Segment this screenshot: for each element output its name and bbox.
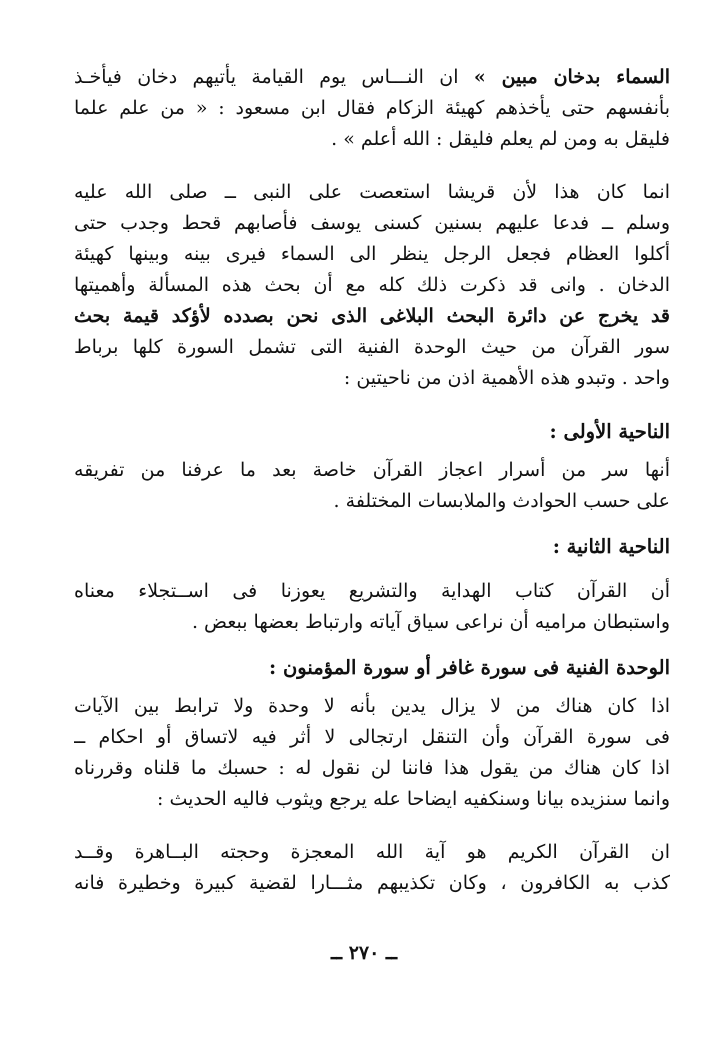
text-line: واستبطان مراميه أن نراعى سياق آياته وارتباط بعضها ببعض .: [191, 611, 670, 633]
text-line: على حسب الحوادث والملابسات المختلفة .: [333, 490, 670, 512]
text-line: فى سورة القرآن وأن التنقل ارتجالى لا أثر فيه لاتساق أو احكام ــ: [74, 726, 670, 748]
text-line: اذا كان هناك من لا يزال يدين بأنه لا وحدة ولا ترابط بين الآيات: [74, 695, 670, 717]
text-run: ان النـــاس يوم القيامة يأتيهم دخان فيأخـذ: [74, 66, 474, 88]
section-heading-first-aspect: الناحية الأولى :: [549, 420, 670, 443]
text-line: وسلم ــ فدعا عليهم بسنين كسنى يوسف فأصابهم قحط وجدب حتى: [74, 212, 670, 234]
paragraph-1: [74, 62, 670, 155]
section-heading-artistic-unity: الوحدة الفنية فى سورة غافر أو سورة المؤمنون :: [268, 656, 670, 679]
text-line: أكلوا العظام فجعل الرجل ينظر الى السماء فيرى بينه وبينها كهيئة: [74, 243, 670, 265]
text-line: انما كان هذا لأن قريشا استعصت على النبى ــ صلى الله عليه: [74, 181, 670, 203]
text-line: [74, 62, 670, 93]
document-page: [74, 62, 670, 899]
paragraph-6: [74, 837, 670, 899]
paragraph-2: [74, 177, 670, 394]
paragraph-5: [74, 691, 670, 815]
text-line: وانما سنزيده بيانا وسنكفيه ايضاحا عله يرجع ويثوب فاليه الحديث :: [157, 788, 670, 810]
text-line: الدخان . وانى قد ذكرت ذلك كله مع أن بحث هذه المسألة وأهميتها: [74, 274, 670, 296]
text-line: أن القرآن كتاب الهداية والتشريع يعوزنا فى اســتجلاء معناه: [74, 580, 670, 602]
text-line: فليقل به ومن لم يعلم فليقل : الله أعلم » .: [331, 128, 670, 150]
text-line: اذا كان هناك من يقول هذا فاننا لن نقول له : حسبك ما قلناه وقررناه: [74, 757, 670, 779]
text-line: سور القرآن من حيث الوحدة الفنية التى تشمل السورة كلها برباط: [74, 336, 670, 358]
page-number: ــ ٢٧٠ ــ: [330, 942, 398, 964]
text-line: بأنفسهم حتى يأخذهم كهيئة الزكام فقال ابن مسعود : « من علم علما: [74, 97, 670, 119]
paragraph-4: [74, 576, 670, 638]
text-line: ان القرآن الكريم هو آية الله المعجزة وحجته البــاهرة وقــد: [74, 841, 670, 863]
bold-text-line: قد يخرج عن دائرة البحث البلاغى الذى نحن بصدده لأؤكد قيمة بحث: [74, 305, 670, 327]
bold-phrase: السماء بدخان مبين »: [473, 66, 670, 88]
text-line: أنها سر من أسرار اعجاز القرآن خاصة بعد ما عرفنا من تفريقه: [74, 459, 670, 481]
text-line: واحد . وتبدو هذه الأهمية اذن من ناحيتين :: [343, 367, 670, 389]
paragraph-3: [74, 455, 670, 517]
section-heading-second-aspect: الناحية الثانية :: [552, 535, 670, 558]
text-line: كذب به الكافرون ، وكان تكذيبهم مثـــارا لقضية كبيرة وخطيرة فانه: [74, 872, 670, 894]
